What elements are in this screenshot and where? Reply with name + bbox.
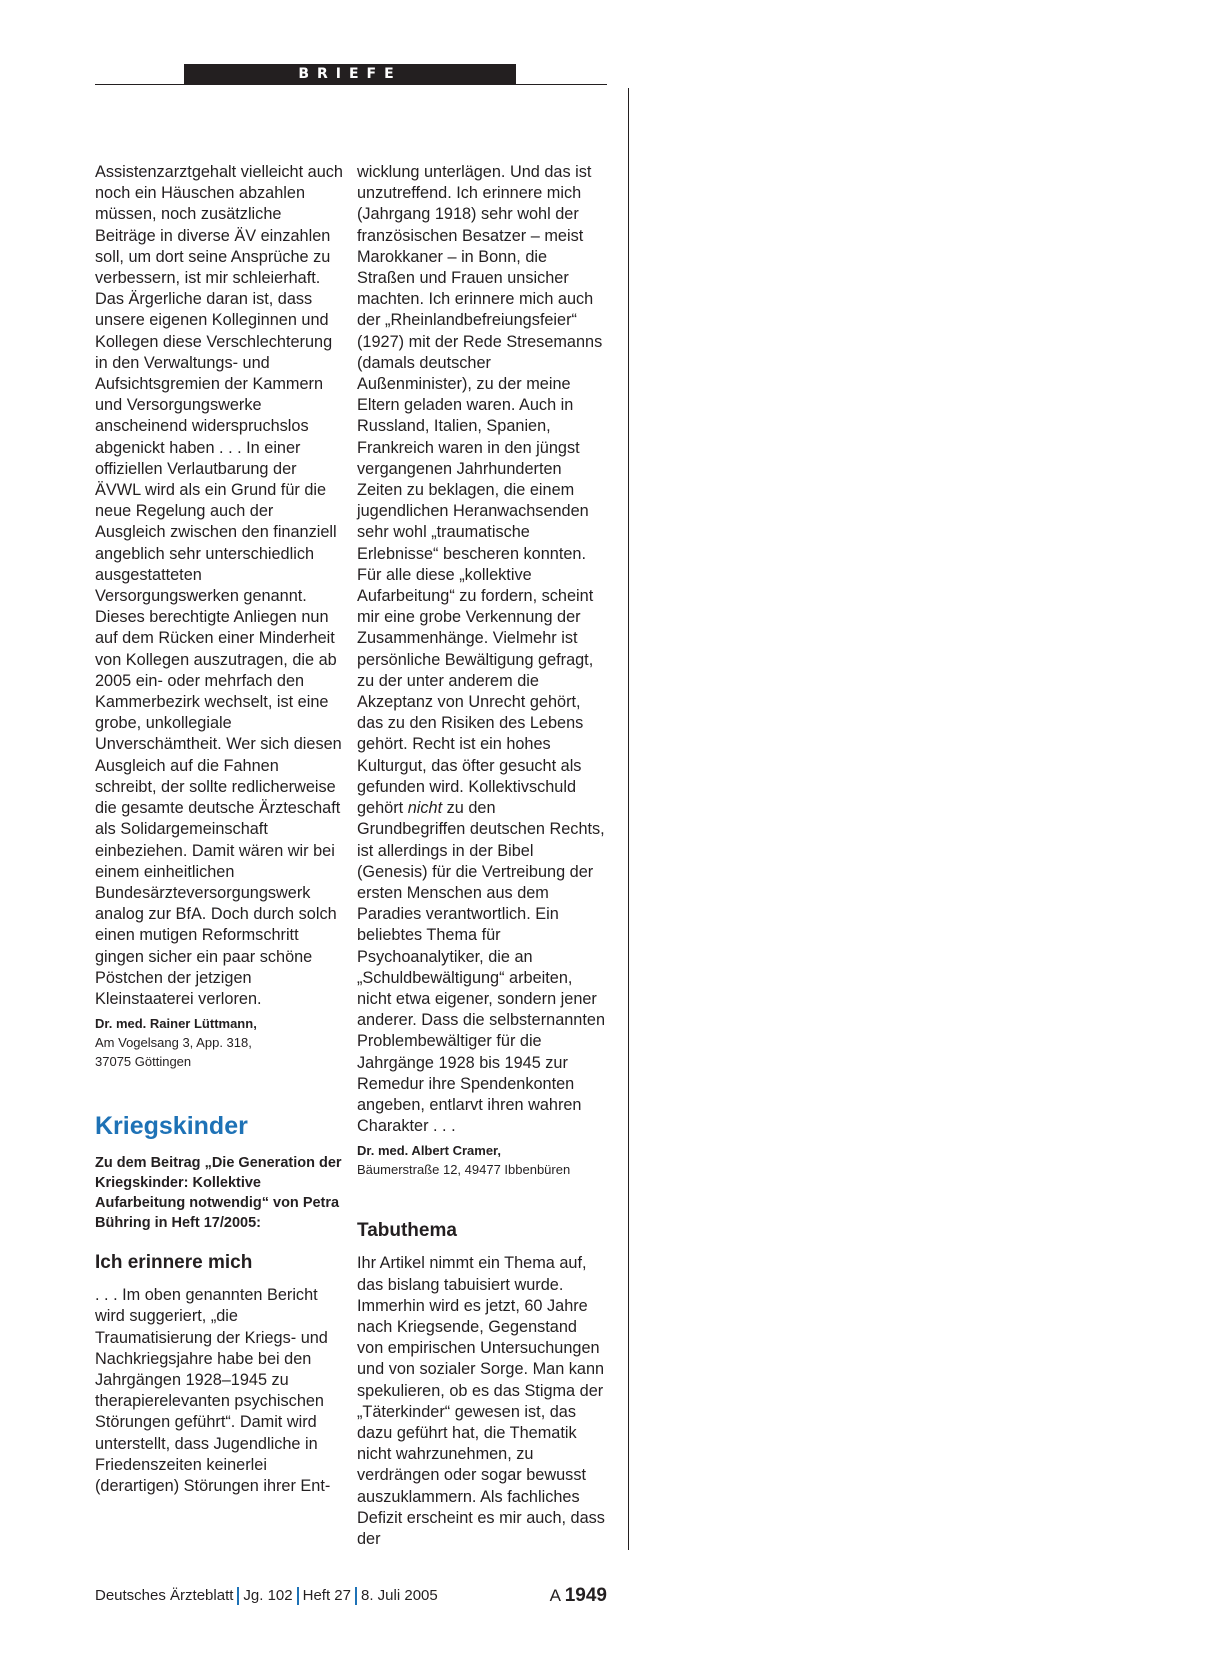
journal-volume: Jg. 102 — [243, 1587, 293, 1604]
letter-body — [357, 162, 605, 1137]
letter-text: zu den Grundbegriffen deutschen Rechts, ist allerdings in der Bibel (Genesis) für die Vertreibung der ersten Menschen aus dem Paradies verantwortlich. Ein beliebtes Thema für Psychoanalytiker, die an „Schuldbewältigung“ arbeiten, nicht etwa eigener, sondern jener anderer. Dass die selbsternannten Problembewältiger für die Jahrgänge 1928 bis 1945 zur Remedur ihre Spendenkonten angeben, entlarvt ihren wahren Charakter . . . — [357, 799, 605, 1136]
page-number-value: 1949 — [564, 1585, 607, 1606]
letter-address: Am Vogelsang 3, App. 318, — [95, 1035, 252, 1051]
footer-separator — [355, 1587, 357, 1605]
header-rule — [95, 84, 607, 85]
page-footer — [95, 1582, 607, 1610]
page-prefix: A — [549, 1586, 560, 1605]
emphasis-text: nicht — [407, 799, 443, 818]
letter-subhead: Tabuthema — [357, 1220, 457, 1242]
journal-issue: Heft 27 — [302, 1587, 351, 1604]
journal-name: Deutsches Ärzteblatt — [95, 1587, 234, 1604]
letter-body: . . . Im oben genannten Bericht wird suggeriert, „die Traumatisierung der Kriegs- und Nachkriegsjahre habe bei den Jahrgängen 1928–1945 zu therapierelevanten psychischen Störungen geführt“. Damit wird unterstellt, dass Jugendliche in Friedenszeiten keinerlei (derartigen) Störungen ihrer Ent- — [95, 1286, 331, 1495]
column-divider — [628, 88, 629, 1550]
right-column — [357, 162, 605, 1550]
letter-body: Ihr Artikel nimmt ein Thema auf, das bislang tabuisiert wurde. Immerhin wird es jetzt, 60 Jahre nach Kriegsende, Gegenstand von empirischen Untersuchungen und von sozialer Sorge. Man kann spekulieren, ob es das Stigma der „Täterkinder“ gewesen ist, das dazu geführt hat, die Thematik nicht wahrzunehmen, zu verdrängen oder sogar bewusst auszuklammern. Als fachliches Defizit erscheint es mir auch, dass der — [357, 1254, 605, 1548]
section-lead: Zu dem Beitrag „Die Generation der Kriegskinder: Kollektive Aufarbeitung notwendig“ von Petra Bühring in Heft 17/2005: — [95, 1155, 342, 1232]
footer-separator — [297, 1587, 299, 1605]
journal-date: 8. Juli 2005 — [361, 1587, 438, 1604]
left-column — [95, 162, 343, 1497]
footer-separator — [237, 1587, 239, 1605]
page-number — [550, 1582, 607, 1610]
letter-address: 37075 Göttingen — [95, 1054, 192, 1070]
section-title: Kriegskinder — [95, 1112, 248, 1141]
letter-text: wicklung unterlägen. Und das ist unzutreffend. Ich erinnere mich (Jahrgang 1918) sehr wohl der französischen Besatzer – meist Marokkaner – in Bonn, die Straßen und Frauen unsicher machten. Ich erinnere mich auch der „Rheinlandbefreiungsfeier“ (1927) mit der Rede Stresemanns (damals deutscher Außenminister), zu der meine Eltern geladen waren. Auch in Russland, Italien, Spanien, Frankreich waren in den jüngst vergangenen Jahrhunderten Zeiten zu beklagen, die einem jugendlichen Heranwachsenden sehr wohl „traumatische Erlebnisse“ bescheren konnten. Für alle diese „kollektive Aufarbeitung“ zu fordern, scheint mir eine grobe Verkennung der Zusammenhänge. Vielmehr ist persönliche Bewältigung gefragt, zu der unter anderem die Akzeptanz von Unrecht gehört, das zu den Risiken des Lebens gehört. Recht ist ein hohes Kulturgut, das öfter gesucht als gefunden wird. Kollektivschuld gehört — [357, 163, 603, 818]
letter-subhead: Ich erinnere mich — [95, 1252, 253, 1274]
letter-address: Bäumerstraße 12, 49477 Ibbenbüren — [357, 1162, 571, 1178]
letter-author: Dr. med. Albert Cramer, — [357, 1143, 502, 1159]
section-header: BRIEFE — [184, 64, 516, 85]
letter-body: Assistenzarztgehalt vielleicht auch noch ein Häuschen abzahlen müssen, noch zusätzliche Beiträge in diverse ÄV einzahlen soll, um dort seine Ansprüche zu verbessern, ist mir schleierhaft. Das Ärgerliche daran ist, dass unsere eigenen Kolleginnen und Kollegen diese Verschlechterung in den Verwaltungs- und Aufsichtsgremien der Kammern und Versorgungswerke anscheinend widerspruchslos abgenickt haben . . . In einer offiziellen Verlautbarung der ÄVWL wird als ein Grund für die neue Regelung auch der Ausgleich zwischen den finanziell angeblich sehr unterschiedlich ausgestatteten Versorgungswerken genannt. Dieses berechtigte Anliegen nun auf dem Rücken einer Minderheit von Kollegen auszutragen, die ab 2005 ein- oder mehrfach den Kammerbezirk wechselt, ist eine grobe, unkollegiale Unverschämtheit. Wer sich diesen Ausgleich auf die Fahnen schreibt, der sollte redlicherweise die gesamte deutsche Ärzteschaft als Solidargemeinschaft einbeziehen. Damit wären wir bei einem einheitlichen Bundesärzteversorgungswerk analog zur BfA. Doch durch solch einen mutigen Reformschritt gingen sicher ein paar schöne Pöstchen der jetzigen Kleinstaaterei verloren. — [95, 163, 343, 1008]
letter-author: Dr. med. Rainer Lüttmann, — [95, 1016, 257, 1032]
